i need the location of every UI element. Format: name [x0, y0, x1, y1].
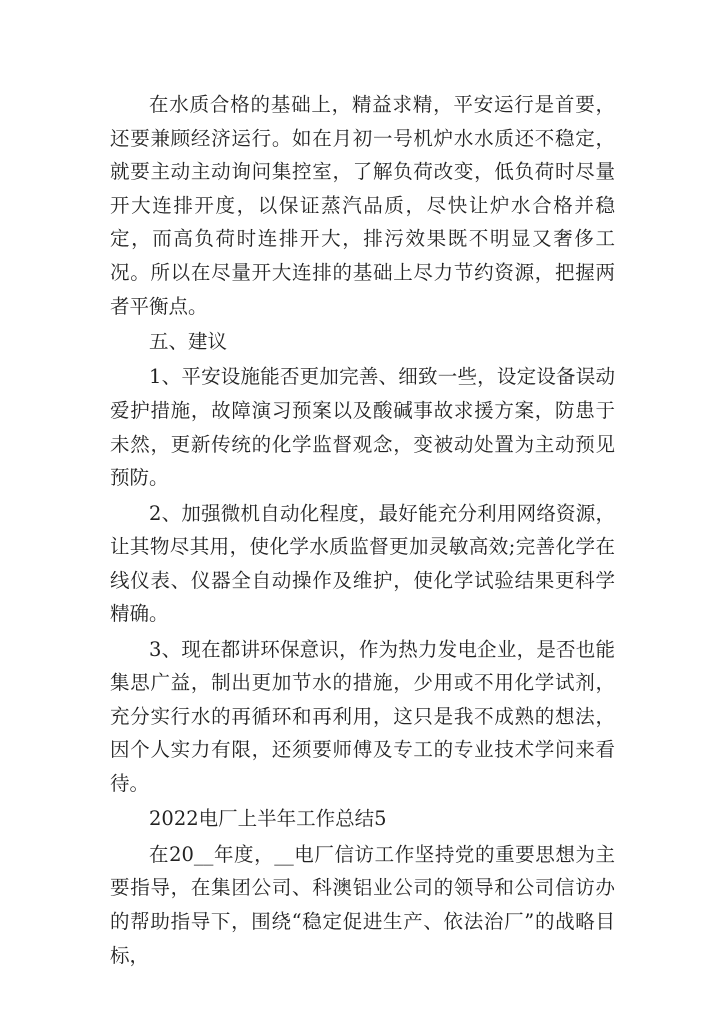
document-body [110, 88, 615, 974]
paragraph-water-quality: 在水质合格的基础上，精益求精，平安运行是首要，还要兼顾经济运行。如在月初一号机炉水水质还不稳定，就要主动主动询问集控室，了解负荷改变，低负荷时尽量开大连排开度，以保证蒸汽品质，尽快让炉水合格并稳定，而高负荷时连排开大，排污效果既不明显又奢侈工况。所以在尽量开大连排的基础上尽力节约资源，把握两者平衡点。 [110, 93, 615, 318]
paragraph-suggestion-3: 3、现在都讲环保意识，作为热力发电企业，是否也能集思广益，制出更加节水的措施，少用或不用化学试剂，充分实行水的再循环和再利用，这只是我不成熟的想法，因个人实力有限，还须要师傅及专工的专业技术学问来看待。 [110, 637, 615, 796]
paragraph-suggestion-2: 2、加强微机自动化程度，最好能充分利用网络资源，让其物尽其用，使化学水质监督更加灵敏高效;完善化学在线仪表、仪器全自动操作及维护，使化学试验结果更科学精确。 [110, 501, 615, 626]
paragraph-petition-work: 在20__年度，__电厂信访工作坚持党的重要思想为主要指导，在集团公司、科澳铝业公司的领导和公司信访办的帮助指导下，围绕“稳定促进生产、依法治厂”的战略目标， [110, 842, 615, 967]
paragraph-suggestion-1: 1、平安设施能否更加完善、细致一些，设定设备误动爱护措施，故障演习预案以及酸碱事故求援方案，防患于未然，更新传统的化学监督观念，变被动处置为主动预见预防。 [110, 365, 615, 490]
section-heading-suggestions: 五、建议 [149, 329, 228, 353]
section-heading-summary-5: 2022电厂上半年工作总结5 [149, 807, 387, 831]
